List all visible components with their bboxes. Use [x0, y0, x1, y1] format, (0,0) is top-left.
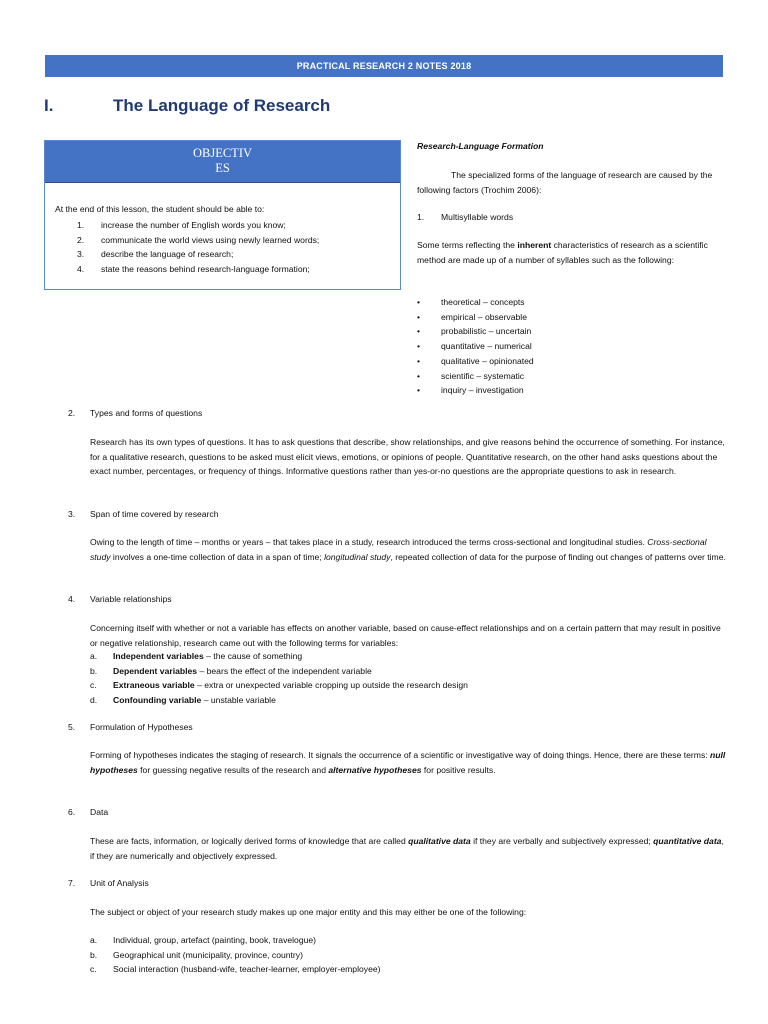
section-number: 6. [68, 807, 76, 817]
list-item [90, 962, 728, 977]
paragraph-text: Forming of hypotheses indicates the staging of research. It signals the occurrence of a scientific or investigative way of doing things. Hence, there are these terms: [90, 750, 711, 760]
unit-of-analysis-list [90, 933, 728, 977]
list-text: Individual, group, artefact (painting, book, travelogue) [113, 935, 317, 945]
bullet-text: empirical – observable [441, 311, 527, 322]
bullet-icon: • [417, 370, 421, 381]
list-letter: c. [90, 964, 97, 974]
paragraph-text: Some terms reflecting the [417, 240, 518, 250]
objective-text: communicate the world views using newly learned words; [101, 234, 320, 245]
section-number: 2. [68, 408, 76, 418]
objective-number: 3. [77, 249, 85, 259]
bullet-text: qualitative – opinionated [441, 355, 534, 366]
objective-text: state the reasons behind research-language formation; [101, 263, 310, 274]
multisyllable-label: Multisyllable words [441, 212, 514, 222]
section-heading-text: Span of time covered by research [90, 509, 219, 519]
bold-term: Independent variables [113, 651, 204, 661]
section-3-heading [68, 507, 728, 522]
bullet-text: scientific – systematic [441, 370, 525, 381]
objective-item [77, 247, 319, 262]
section-2-heading [68, 406, 728, 421]
objective-item [77, 262, 319, 277]
bullet-text: probabilistic – uncertain [441, 326, 532, 337]
list-letter: b. [90, 949, 98, 960]
research-language-formation-title: Research-Language Formation [417, 141, 544, 151]
bold-italic-term: quantitative data [653, 836, 722, 846]
section-5-heading [68, 720, 728, 735]
list-item [90, 678, 728, 693]
bullet-item [417, 310, 534, 325]
bullet-text: theoretical – concepts [441, 297, 525, 307]
section-7-heading [68, 876, 728, 891]
section-4-body: Concerning itself with whether or not a variable has effects on another variable, based on cause-effect relationships and on a certain pattern that may result in positive or negative relationship, research came out with the following terms for variables: [90, 623, 721, 648]
paragraph-text: for guessing negative results of the research and [137, 764, 329, 775]
bullet-item [417, 295, 534, 310]
list-text: Social interaction (husband-wife, teacher-learner, employer-employee) [113, 964, 381, 974]
objectives-heading-line2: ES [215, 161, 230, 175]
list-text: – unstable variable [201, 694, 276, 705]
section-number: 4. [68, 594, 76, 604]
section-2-body: Research has its own types of questions. It has to ask questions that describe, show relationships, and give reasons behind the occurrence of something. For instance, for a qualitative research, questions to be asked must elicit views, emotions, or opinions of people. Quantitative research, on the other hand asks questions about the exact number, percentages, or frequency of things. Informative questions rather than yes-or-no questions are the appropriate questions to ask in research. [90, 437, 725, 476]
paragraph-text: These are facts, information, or logically derived forms of knowledge that are called [90, 836, 409, 846]
paragraph-text: characteristics of research as a scientific method are made up of a number of syllables such as the following: [417, 240, 708, 265]
list-letter: a. [90, 651, 98, 661]
section-heading-text: Data [90, 807, 109, 817]
section-4-heading [68, 592, 728, 607]
section-5-body [90, 748, 728, 777]
bullet-icon: • [417, 311, 421, 322]
bullet-item [417, 324, 534, 339]
italic-term: longitudinal study [324, 551, 391, 562]
bullet-text: quantitative – numerical [441, 341, 532, 352]
objectives-list [77, 218, 319, 276]
list-item [90, 933, 728, 948]
bullet-icon: • [417, 341, 421, 352]
list-item [90, 649, 728, 664]
objective-number: 4. [77, 263, 85, 274]
section-heading-text: Variable relationships [90, 594, 172, 604]
list-letter: b. [90, 665, 98, 676]
objective-text: increase the number of English words you know; [101, 220, 286, 230]
list-text: Geographical unit (municipality, province, country) [113, 949, 303, 960]
section-3-body [90, 535, 728, 564]
bullet-icon: • [417, 297, 421, 307]
list-text: – bears the effect of the independent variable [197, 665, 372, 676]
section-heading-text: Unit of Analysis [90, 878, 149, 888]
list-item [90, 693, 728, 708]
list-item [90, 664, 728, 679]
objectives-intro: At the end of this lesson, the student should be able to: [55, 204, 265, 214]
section-title: The Language of Research [113, 96, 331, 115]
bullet-item [417, 339, 534, 354]
section-7-body: The subject or object of your research study makes up one major entity and this may either be one of the following: [90, 907, 527, 917]
bold-term: Confounding variable [113, 694, 202, 705]
list-letter: d. [90, 694, 98, 705]
objectives-heading [45, 141, 400, 183]
list-letter: c. [90, 680, 97, 690]
bold-italic-term: qualitative data [408, 836, 471, 846]
bullet-item [417, 383, 534, 398]
bold-italic-term: alternative hypotheses [328, 764, 422, 775]
section-number: 7. [68, 878, 76, 888]
research-language-intro: The specialized forms of the language of research are caused by the following factors (Trochim 2006): [417, 170, 713, 195]
italic-term: Cross-sectional study [90, 537, 707, 562]
paragraph-text: for positive results. [421, 764, 496, 775]
multisyllable-heading [417, 210, 727, 225]
section-heading-text: Formulation of Hypotheses [90, 722, 193, 732]
section-number: 3. [68, 509, 76, 519]
bold-term: Dependent variables [113, 665, 198, 676]
section-number: 5. [68, 722, 76, 732]
multisyllable-bullet-list [417, 295, 534, 398]
paragraph-text: if they are verbally and subjectively expressed; [470, 836, 654, 846]
objective-item [77, 233, 319, 248]
bullet-icon: • [417, 385, 421, 396]
objective-number: 1. [77, 220, 85, 230]
bold-term: Extraneous variable [113, 680, 195, 690]
list-item [90, 948, 728, 963]
bullet-icon: • [417, 355, 421, 366]
bullet-item [417, 369, 534, 384]
bold-term: inherent [517, 240, 552, 250]
list-text: – extra or unexpected variable cropping up outside the research design [194, 680, 468, 690]
objective-text: describe the language of research; [101, 249, 234, 259]
paragraph-text: involves a one-time collection of data in a span of time; [110, 551, 325, 562]
document-header-title: PRACTICAL RESEARCH 2 NOTES 2018 [296, 61, 472, 71]
objective-number: 2. [77, 234, 85, 245]
document-header-bar [45, 55, 723, 77]
bullet-text: inquiry – investigation [441, 385, 524, 396]
objectives-heading-line1: OBJECTIV [192, 146, 253, 160]
section-6-heading [68, 805, 728, 820]
section-number: I. [44, 96, 54, 115]
bullet-icon: • [417, 326, 421, 337]
section-6-body [90, 834, 728, 863]
list-letter: a. [90, 935, 98, 945]
bold-italic-term: null hypotheses [90, 750, 726, 775]
objective-item [77, 218, 319, 233]
section-heading-text: Types and forms of questions [90, 408, 203, 418]
paragraph-text: , repeated collection of data for the purpose of finding out changes of patterns over time. [390, 551, 726, 562]
paragraph-text: , if they are numerically and objectively expressed. [90, 836, 724, 861]
multisyllable-number: 1. [417, 212, 425, 222]
paragraph-text: Owing to the length of time – months or years – that takes place in a study, research introduced the terms cross-sectional and longitudinal studies. [90, 537, 648, 547]
variable-list [90, 649, 728, 707]
multisyllable-paragraph [417, 238, 727, 267]
list-text: – the cause of something [203, 651, 303, 661]
bullet-item [417, 354, 534, 369]
objectives-box [44, 140, 401, 290]
